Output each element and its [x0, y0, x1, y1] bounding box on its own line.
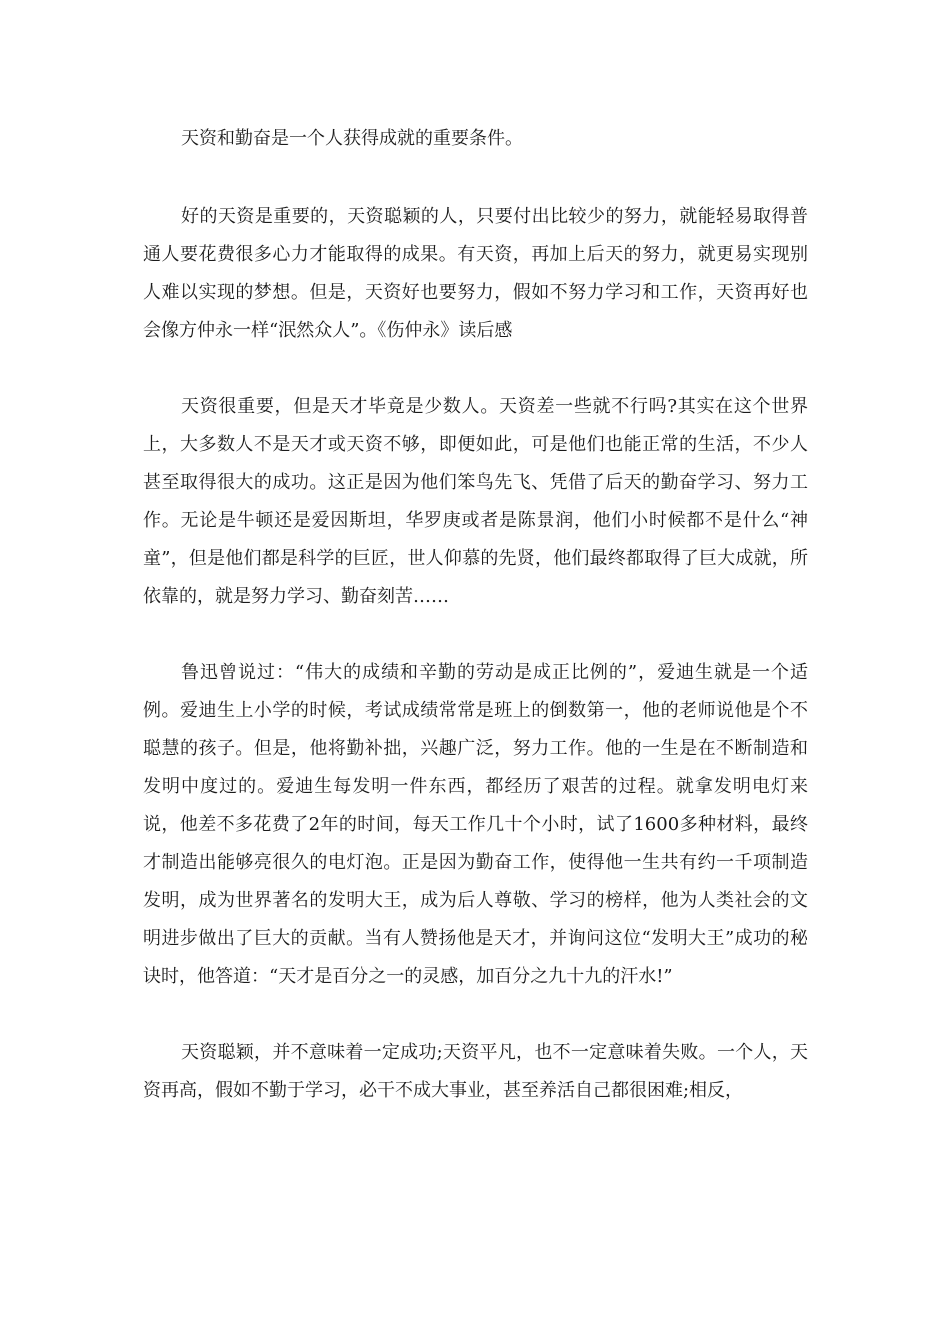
paragraph-talent-importance: 好的天资是重要的，天资聪颖的人，只要付出比较少的努力，就能轻易取得普通人要花费很多心力才能取得的成果。有天资，再加上后天的努力，就更易实现别人难以实现的梦想。但是，天资好也要努力，假如不努力学习和工作，天资再好也会像方仲永一样“泯然众人”。《伤仲永》读后感 — [143, 206, 808, 341]
document-body — [143, 120, 808, 1148]
paragraph-intro: 天资和勤奋是一个人获得成就的重要条件。 — [181, 128, 523, 149]
paragraph-edison-story: 鲁迅曾说过：“伟大的成绩和辛勤的劳动是成正比例的”，爱迪生就是一个适例。爱迪生上小学的时候，考试成绩常常是班上的倒数第一，他的老师说他是个不聪慧的孩子。但是，他将勤补拙，兴趣广泛，努力工作。他的一生是在不断制造和发明中度过的。爱迪生每发明一件东西，都经历了艰苦的过程。就拿发明电灯来说，他差不多花费了2年的时间，每天工作几十个小时，试了1600多种材料，最终才制造出能够亮很久的电灯泡。正是因为勤奋工作，使得他一生共有约一千项制造发明，成为世界著名的发明大王，成为后人尊敬、学习的榜样，他为人类社会的文明进步做出了巨大的贡献。当有人赞扬他是天才，并询问这位“发明大王”成功的秘诀时，他答道：“天才是百分之一的灵感，加百分之九十九的汗水!” — [143, 662, 808, 987]
paragraph-conclusion: 天资聪颖，并不意味着一定成功;天资平凡，也不一定意味着失败。一个人，天资再高，假如不勤于学习，必干不成大事业，甚至养活自己都很困难;相反， — [143, 1042, 808, 1101]
paragraph-diligence-examples: 天资很重要，但是天才毕竟是少数人。天资差一些就不行吗?其实在这个世界上，大多数人不是天才或天资不够，即便如此，可是他们也能正常的生活，不少人甚至取得很大的成功。这正是因为他们笨鸟先飞、凭借了后天的勤奋学习、努力工作。无论是牛顿还是爱因斯坦，华罗庚或者是陈景润，他们小时候都不是什么“神童”，但是他们都是科学的巨匠，世人仰慕的先贤，他们最终都取得了巨大成就，所依靠的，就是努力学习、勤奋刻苦…… — [143, 396, 808, 607]
